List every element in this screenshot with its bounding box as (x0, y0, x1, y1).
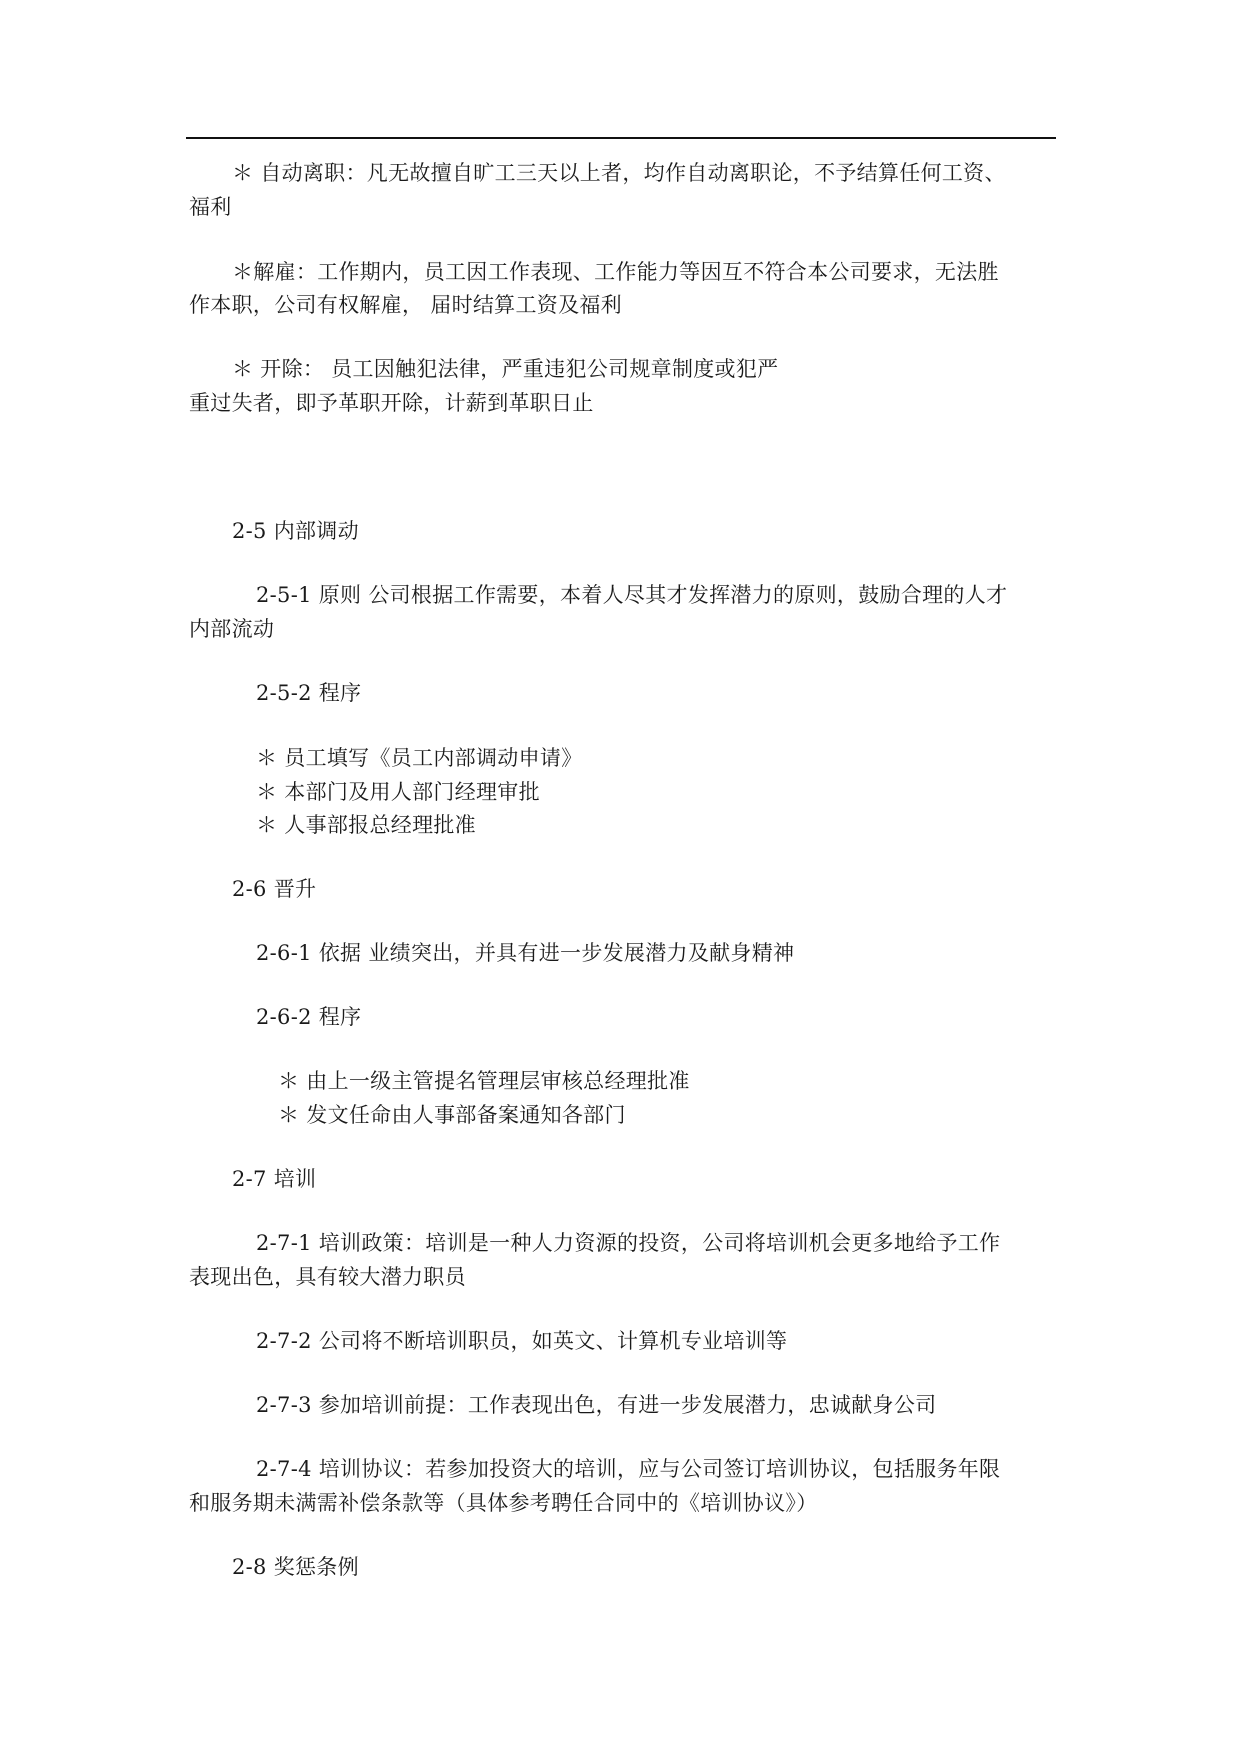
text-line-2-7-4-a: 2-7-4 培训协议：若参加投资大的培训，应与公司签订培训协议，包括服务年限 (256, 1457, 1001, 1481)
section-heading-2-7: 2-7 培训 (232, 1167, 317, 1191)
text-line-2-7-1-a: 2-7-1 培训政策：培训是一种人力资源的投资，公司将培训机会更多地给予工作 (256, 1231, 1001, 1255)
text-line-2-7-1-b: 表现出色，具有较大潜力职员 (189, 1265, 466, 1289)
header-rule (186, 137, 1056, 139)
text-line-2-7-3: 2-7-3 参加培训前提：工作表现出色，有进一步发展潜力，忠诚献身公司 (256, 1393, 937, 1417)
list-item-promote-1: ＊ 由上一级主管提名管理层审核总经理批准 (278, 1069, 690, 1093)
list-item-transfer-2: ＊ 本部门及用人部门经理审批 (256, 780, 540, 804)
subheading-2-5-2: 2-5-2 程序 (256, 681, 362, 705)
section-heading-2-8: 2-8 奖惩条例 (232, 1555, 359, 1579)
text-line-auto-resign-2: 福利 (189, 195, 232, 219)
section-heading-2-5: 2-5 内部调动 (232, 519, 359, 543)
list-item-transfer-1: ＊ 员工填写《员工内部调动申请》 (256, 746, 583, 770)
text-line-auto-resign-1: ＊ 自动离职：凡无故擅自旷工三天以上者，均作自动离职论，不予结算任何工资、 (232, 161, 1006, 185)
subheading-2-6-2: 2-6-2 程序 (256, 1005, 362, 1029)
text-line-2-5-1-a: 2-5-1 原则 公司根据工作需要，本着人尽其才发挥潜力的原则，鼓励合理的人才 (256, 583, 1008, 607)
text-line-2-6-1: 2-6-1 依据 业绩突出，并具有进一步发展潜力及献身精神 (256, 941, 795, 965)
text-line-dismiss-1: ＊解雇：工作期内，员工因工作表现、工作能力等因互不符合本公司要求，无法胜 (232, 260, 999, 284)
text-line-expel-2: 重过失者，即予革职开除，计薪到革职日止 (189, 391, 594, 415)
text-line-2-7-4-b: 和服务期未满需补偿条款等（具体参考聘任合同中的《培训协议》） (189, 1491, 818, 1515)
text-line-dismiss-2: 作本职，公司有权解雇， 届时结算工资及福利 (189, 293, 622, 317)
list-item-transfer-3: ＊ 人事部报总经理批准 (256, 813, 476, 837)
text-line-2-7-2: 2-7-2 公司将不断培训职员，如英文、计算机专业培训等 (256, 1329, 788, 1353)
section-heading-2-6: 2-6 晋升 (232, 877, 317, 901)
text-line-expel-1: ＊ 开除： 员工因触犯法律，严重违犯公司规章制度或犯严 (232, 357, 779, 381)
list-item-promote-2: ＊ 发文任命由人事部备案通知各部门 (278, 1103, 626, 1127)
text-line-2-5-1-b: 内部流动 (189, 617, 275, 641)
